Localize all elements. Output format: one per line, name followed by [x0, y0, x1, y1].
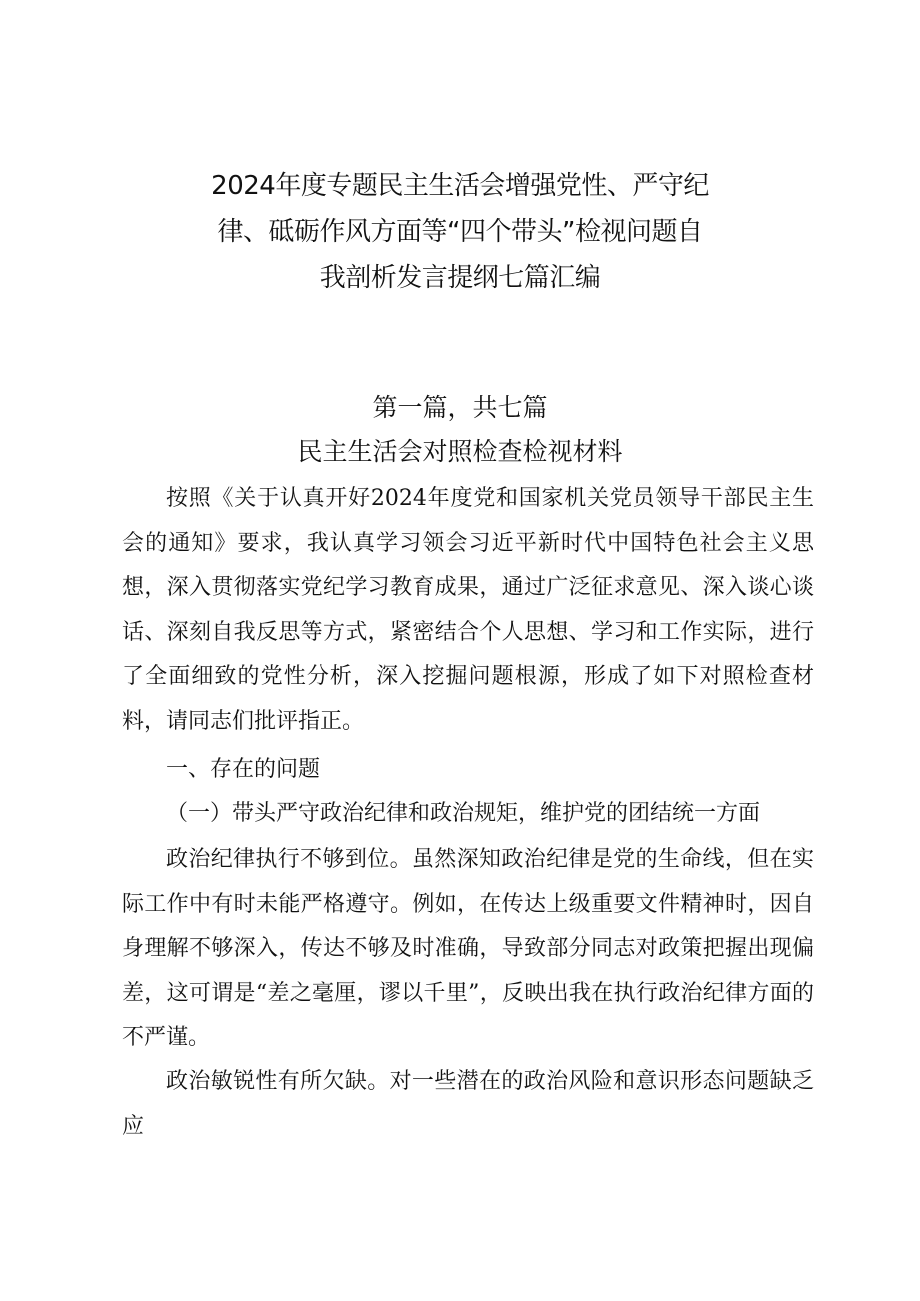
title-line-3: 我剖析发言提纲七篇汇编 — [319, 263, 601, 293]
title-line-2: 律、砥砺作风方面等“四个带头”检视问题自 — [217, 217, 703, 247]
intro-paragraph: 按照《关于认真开好2024年度党和国家机关党员领导干部民主生会的通知》要求，我认真学习领会习近平新时代中国特色社会主义思想，深入贯彻落实党纪学习教育成果，通过广泛征求意见、深入谈心谈话、深刻自我反思等方式，紧密结合个人思想、学习和工作实际，进行了全面细致的党性分析，深入挖掘问题根源，形成了如下对照检查材料，请同志们批评指正。 — [122, 486, 814, 734]
section-title: 民主生活会对照检查检视材料 — [297, 437, 623, 466]
document-title — [120, 163, 800, 301]
section-label: 第一篇，共七篇 — [372, 393, 548, 422]
title-line-1: 2024年度专题民主生活会增强党性、严守纪 — [211, 171, 709, 201]
sub-heading-political-discipline: （一）带头严守政治纪律和政治规矩，维护党的团结统一方面 — [166, 801, 761, 826]
paragraph-discipline-execution: 政治纪律执行不够到位。虽然深知政治纪律是党的生命线，但在实际工作中有时未能严格遵守。例如，在传达上级重要文件精神时，因自身理解不够深入，传达不够及时准确，导致部分同志对政策把握出现偏差，这可谓是“差之毫厘，谬以千里”，反映出我在执行政治纪律方面的不严谨。 — [122, 847, 814, 1050]
heading-existing-problems: 一、存在的问题 — [166, 757, 321, 782]
paragraph-political-sensitivity: 政治敏锐性有所欠缺。对一些潜在的政治风险和意识形态问题缺乏应 — [122, 1069, 814, 1139]
